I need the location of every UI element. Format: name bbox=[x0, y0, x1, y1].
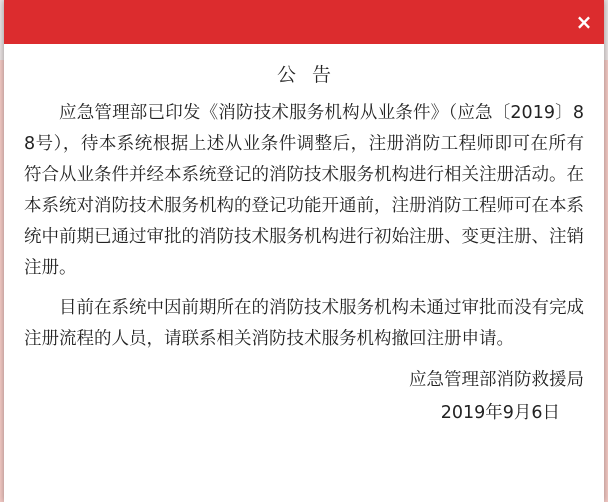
dialog-body bbox=[4, 44, 604, 429]
notice-title: 公告 bbox=[276, 64, 347, 86]
dialog-header bbox=[4, 0, 604, 44]
close-icon[interactable]: × bbox=[575, 10, 593, 34]
notice-paragraph-1: 应急管理部已印发《消防技术服务机构从业条件》（应急〔2019〕88号），待本系统根据上述从业条件调整后，注册消防工程师即可在所有符合从业条件并经本系统登记的消防技术服务机构进行相关注册活动。在本系统对消防技术服务机构的登记功能开通前，注册消防工程师可在本系统中前期已通过审批的消防技术服务机构进行初始注册、变更注册、注销注册。 bbox=[24, 103, 584, 278]
notice-signature: 应急管理部消防救援局 bbox=[409, 370, 584, 390]
notice-paragraph-2: 目前在系统中因前期所在的消防技术服务机构未通过审批而没有完成注册流程的人员，请联系相关消防技术服务机构撤回注册申请。 bbox=[24, 298, 584, 349]
notice-dialog bbox=[4, 0, 604, 502]
notice-date: 2019年9月6日 bbox=[440, 403, 560, 423]
